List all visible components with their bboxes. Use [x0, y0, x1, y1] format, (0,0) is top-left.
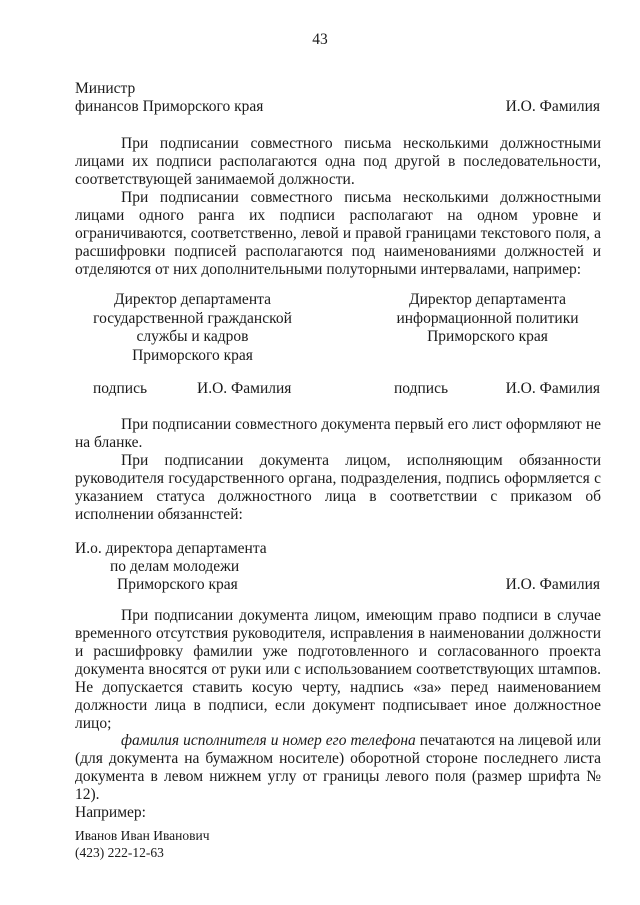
- paragraph-2: [75, 189, 601, 279]
- paragraph-line: При подписании совместного документа первый его лист оформляют не: [121, 416, 601, 433]
- executor-phone: (423) 222-12-63: [75, 845, 164, 860]
- executor-name: Иванов Иван Иванович: [75, 828, 210, 843]
- title-line: информационной политики: [396, 309, 579, 327]
- paragraph-line: отделяются от них дополнительными полуторными интервалами, например:: [75, 261, 582, 278]
- paragraph-line: ограничиваются, соответственно, левой и правой границами текстового поля, а: [75, 225, 601, 242]
- paragraph-line: расшифровки подписей располагаются под наименованиями должностей и: [75, 243, 601, 260]
- paragraph-line: на бланке.: [75, 434, 143, 451]
- paragraph-line: соответствующей занимаемой должности.: [75, 171, 355, 188]
- paragraph-line: При подписании документа лицом, исполняющим обязанности: [121, 452, 601, 469]
- paragraph-line: При подписании совместного письма несколькими должностными: [121, 189, 601, 206]
- joint-right-name: И.О. Фамилия: [505, 380, 600, 397]
- paragraph-line: должности лица в подписи, если документ подписывает иное должностное: [75, 697, 601, 714]
- acting-name: И.О. Фамилия: [505, 576, 600, 593]
- paragraph-line: исполнении обязаннстей:: [75, 506, 243, 523]
- paragraph-1: [75, 135, 601, 189]
- title-line: Директор департамента: [114, 291, 271, 308]
- paragraph-line: [75, 732, 601, 750]
- paragraph-line: и расшифровку фамилии уже подготовленного и согласованного проекта: [75, 643, 601, 660]
- title-line: Приморского края: [132, 346, 253, 364]
- line-rest: печатаются на лицевой или: [415, 732, 601, 749]
- title-line: Директор департамента: [409, 291, 566, 308]
- joint-right-signature: подпись: [394, 380, 449, 397]
- paragraph-line: Например:: [75, 804, 146, 821]
- italic-lead: фамилия исполнителя и номер его телефона: [121, 732, 416, 749]
- joint-right-title: [370, 291, 605, 347]
- acting-title-line2: по делам молодежи: [110, 558, 240, 575]
- paragraph-line: руководителя государственного органа, подразделения, подпись оформляется с: [75, 470, 601, 487]
- paragraph-6: [75, 732, 601, 822]
- title-line: Приморского края: [427, 328, 548, 345]
- signer-title-line1: Министр: [75, 80, 136, 97]
- paragraph-line: (для документа на бумажном носителе) оборотной стороне последнего листа: [75, 750, 601, 767]
- paragraph-line: указанием статуса должностного лица в соответствии с приказом об: [75, 488, 601, 505]
- paragraph-3: [75, 416, 601, 452]
- paragraph-line: При подписании документа лицом, имеющим право подписи в случае: [121, 607, 601, 624]
- acting-title-line3: Приморского края: [117, 576, 238, 593]
- paragraph-5: [75, 607, 601, 733]
- paragraph-line: лицо;: [75, 715, 112, 732]
- paragraph-line: Не допускается ставить косую черту, надпись «за» перед наименованием: [75, 679, 601, 696]
- title-line: службы и кадров: [136, 328, 249, 345]
- joint-left-signature: подпись: [93, 380, 148, 397]
- paragraph-line: временного отсутствия руководителя, исправления в наименовании должности: [75, 625, 601, 642]
- paragraph-line: документа в левом нижнем углу от границы левого поля (размер шрифта № 12).: [75, 768, 601, 803]
- page-number: 43: [312, 31, 328, 48]
- paragraph-line: лицами одного ранга их подписи располагают на одном уровне и: [75, 207, 601, 224]
- joint-left-title: [75, 291, 310, 365]
- signer-name: И.О. Фамилия: [505, 98, 600, 115]
- paragraph-line: документа вносятся от руки или с использованием соответствующих штампов.: [75, 661, 601, 678]
- paragraph-line: При подписании совместного письма несколькими должностными: [121, 135, 601, 152]
- paragraph-line: лицами их подписи располагаются одна под другой в последовательности,: [75, 153, 601, 170]
- title-line: государственной гражданской: [93, 309, 292, 327]
- signer-title-line2: финансов Приморского края: [75, 98, 264, 115]
- paragraph-4: [75, 452, 601, 524]
- acting-title-line1: И.о. директора департамента: [75, 540, 267, 557]
- joint-left-name: И.О. Фамилия: [197, 380, 292, 397]
